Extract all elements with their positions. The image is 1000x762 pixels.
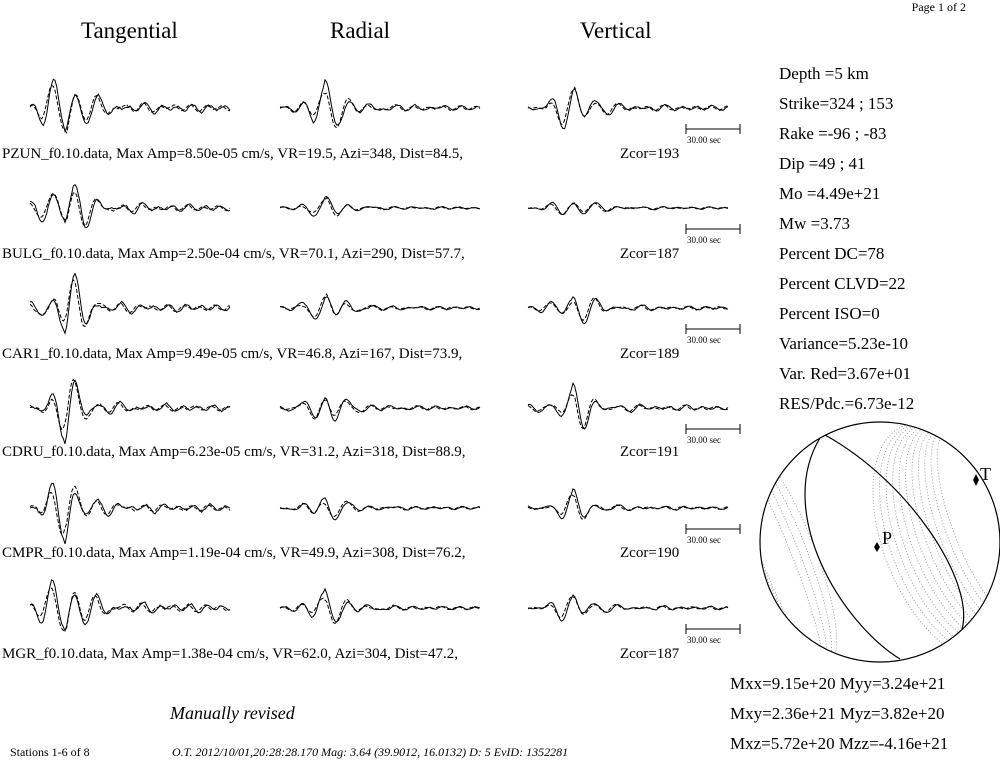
moment-tensor-row-2: Mxy=2.36e+21 Myz=3.82e+20 [730, 704, 945, 723]
compressional-quadrant-shading [713, 432, 849, 673]
synthetic-trace [30, 588, 230, 630]
synthetic-trace [280, 598, 480, 623]
station-zcor-2: Zcor=187 [620, 246, 680, 262]
observed-trace [528, 89, 728, 129]
p-axis-label: P [882, 528, 893, 548]
compressional-quadrant-shading [895, 413, 1000, 651]
time-scale-label: 30.00 sec [687, 235, 721, 245]
param-mo: Mo =4.49e+21 [779, 184, 881, 203]
observed-trace [280, 197, 480, 217]
param-var-red: Var. Red=3.67e+01 [779, 364, 912, 383]
station-zcor-6: Zcor=187 [620, 646, 680, 662]
param-percent-iso: Percent ISO=0 [779, 304, 880, 323]
synthetic-trace [528, 495, 728, 520]
param-percent-dc: Percent DC=78 [779, 244, 885, 263]
observed-trace [528, 595, 728, 621]
param-rake: Rake =-96 ; -83 [779, 124, 887, 143]
compressional-quadrant-shading [880, 409, 1000, 659]
station-zcor-3: Zcor=189 [620, 346, 680, 362]
t-axis-label: T [980, 464, 991, 484]
compressional-quadrant-shading [902, 414, 1000, 646]
observed-trace [280, 589, 480, 622]
compressional-quadrant-shading [717, 438, 835, 672]
header-tangential: Tangential [81, 18, 178, 43]
compressional-quadrant-shading [711, 429, 857, 674]
header-radial: Radial [330, 18, 391, 43]
time-scale-label: 30.00 sec [687, 135, 721, 145]
observed-trace [30, 79, 230, 131]
observed-trace [30, 274, 230, 334]
time-scale-label: 30.00 sec [687, 335, 721, 345]
synthetic-trace [280, 294, 480, 317]
time-scale-label: 30.00 sec [687, 435, 721, 445]
param-strike: Strike=324 ; 153 [779, 94, 894, 113]
observed-trace [280, 398, 480, 422]
stations-range: Stations 1-6 of 8 [10, 745, 90, 759]
nodal-plane-1 [805, 438, 900, 659]
observed-trace [528, 383, 728, 429]
station-zcor-4: Zcor=191 [620, 444, 680, 460]
station-label-3: CAR1_f0.10.data, Max Amp=9.49e-05 cm/s, VR=46.8, Azi=167, Dist=73.9, [2, 346, 463, 362]
synthetic-trace [528, 395, 728, 429]
observed-trace [30, 380, 230, 444]
param-depth: Depth =5 km [779, 64, 869, 83]
param-mw: Mw =3.73 [779, 214, 850, 233]
moment-tensor-row-3: Mxz=5.72e+20 Mzz=-4.16e+21 [730, 734, 949, 753]
time-scale-label: 30.00 sec [687, 535, 721, 545]
compressional-quadrant-shading [910, 416, 1000, 642]
observed-trace [30, 185, 230, 228]
param-res-pdc: RES/Pdc.=6.73e-12 [779, 394, 915, 413]
compressional-quadrant-shading [715, 435, 842, 673]
station-label-2: BULG_f0.10.data, Max Amp=2.50e-04 cm/s, VR=70.1, Azi=290, Dist=57.7, [2, 246, 465, 262]
observed-trace [528, 489, 728, 519]
station-label-1: PZUN_f0.10.data, Max Amp=8.50e-05 cm/s, VR=19.5, Azi=348, Dist=84.5, [2, 146, 464, 162]
event-info: O.T. 2012/10/01,20:28:28.170 Mag: 3.64 (39.9012, 16.0132) D: 5 EvID: 1352281 [172, 745, 569, 759]
synthetic-trace [30, 192, 230, 226]
station-zcor-5: Zcor=190 [620, 545, 680, 561]
focal-mechanism-beachball [711, 401, 1000, 682]
time-scale-label: 30.00 sec [687, 635, 721, 645]
compressional-quadrant-shading [842, 401, 1000, 682]
manual-revision-note: Manually revised [170, 703, 295, 723]
compressional-quadrant-shading [917, 417, 1000, 636]
param-variance: Variance=5.23e-10 [779, 334, 909, 353]
synthetic-trace [30, 380, 230, 430]
observed-trace [280, 80, 480, 125]
station-label-6: MGR_f0.10.data, Max Amp=1.38e-04 cm/s, VR=62.0, Azi=304, Dist=47.2, [2, 646, 459, 662]
param-percent-clvd: Percent CLVD=22 [779, 274, 906, 293]
page-indicator: Page 1 of 2 [911, 0, 966, 14]
header-vertical: Vertical [580, 18, 652, 43]
observed-trace [30, 483, 230, 544]
t-axis-marker [973, 474, 979, 486]
param-dip: Dip =49 ; 41 [779, 154, 866, 173]
station-zcor-1: Zcor=193 [620, 146, 680, 162]
station-label-5: CMPR_f0.10.data, Max Amp=1.19e-04 cm/s, VR=49.9, Azi=308, Dist=76.2, [2, 545, 466, 561]
p-axis-marker [874, 542, 880, 552]
compressional-quadrant-shading [857, 405, 1000, 674]
nodal-plane-2 [825, 435, 964, 629]
station-label-4: CDRU_f0.10.data, Max Amp=6.23e-05 cm/s, VR=31.2, Azi=318, Dist=88.9, [2, 444, 466, 460]
moment-tensor-row-1: Mxx=9.15e+20 Myy=3.24e+21 [730, 674, 946, 693]
